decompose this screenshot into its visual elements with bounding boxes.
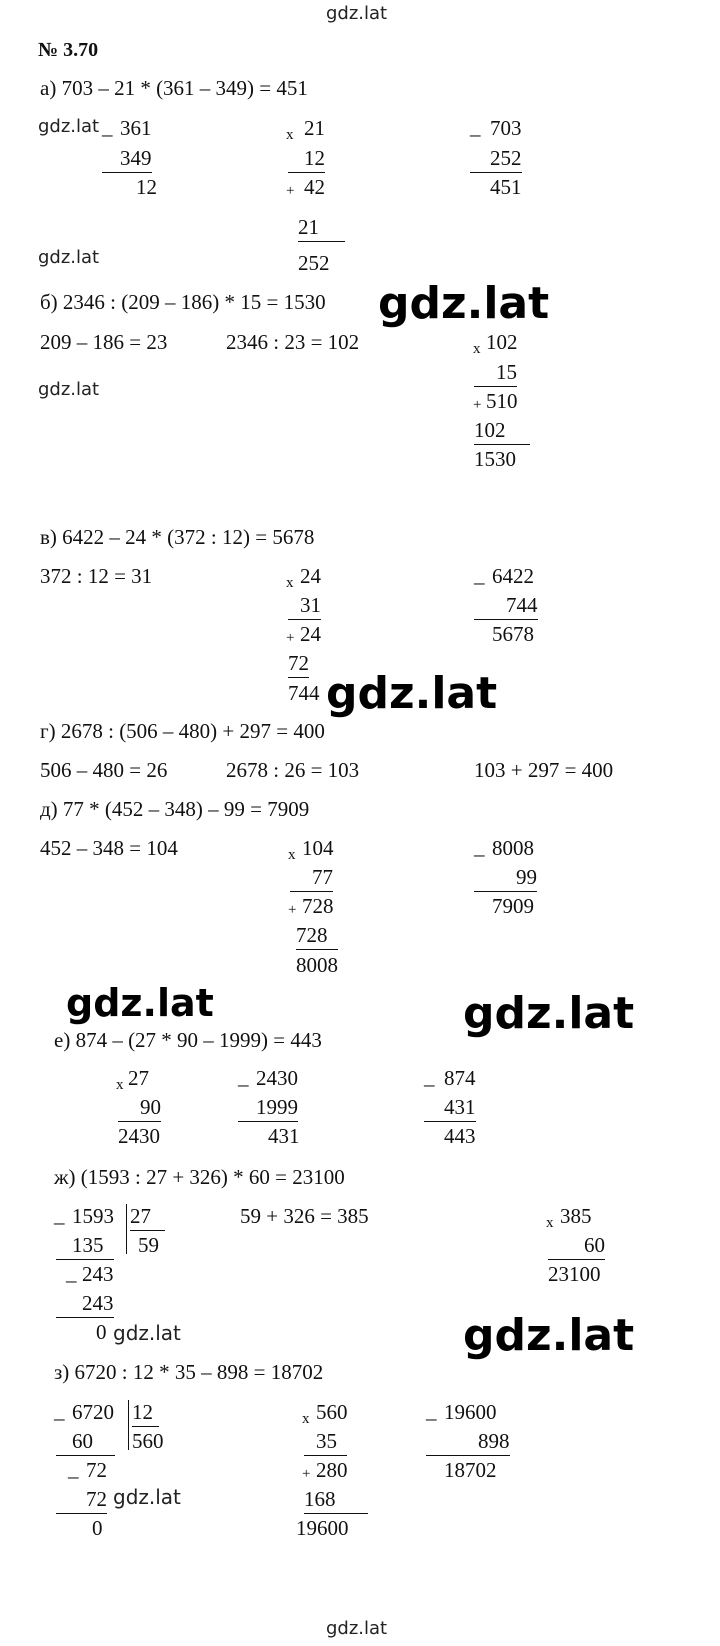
subtraction-result: 451 [490, 175, 522, 199]
minus-sign: _ [54, 1399, 65, 1423]
multiply-sign: x [288, 847, 296, 863]
part-d-header: д) 77 * (452 – 348) – 99 = 7909 [40, 797, 310, 821]
plus-sign: + [302, 1466, 311, 1482]
plus-sign: + [473, 397, 482, 413]
partial-product: 24 [300, 622, 321, 646]
division-remainder: 0 [96, 1320, 107, 1344]
minus-sign: _ [474, 835, 485, 859]
division-subtrahend: 72 [56, 1489, 107, 1514]
multiplication-top: 102 [486, 330, 518, 354]
multiplication-result: 252 [298, 251, 330, 275]
multiply-sign: x [546, 1215, 554, 1231]
equation: 372 : 12 = 31 [40, 564, 153, 588]
multiplication-top: 385 [560, 1204, 592, 1228]
subtraction-top: 6422 [492, 564, 534, 588]
divisor: 27 [130, 1206, 165, 1231]
watermark-bottom: gdz.lat [326, 1618, 388, 1639]
minus-sign: _ [474, 563, 485, 587]
watermark-large: gdz.lat [326, 668, 498, 719]
watermark: gdz.lat [113, 1321, 181, 1345]
minus-sign: _ [238, 1065, 249, 1089]
part-z-header: з) 6720 : 12 * 35 – 898 = 18702 [54, 1360, 324, 1384]
watermark: gdz.lat [38, 247, 100, 268]
multiplication-result: 744 [288, 681, 320, 705]
multiplication-top: 24 [300, 564, 321, 588]
minus-sign: _ [66, 1261, 77, 1285]
partial-product: 728 [296, 925, 338, 950]
division-subtrahend: 135 [56, 1235, 114, 1260]
multiplication-top: 560 [316, 1400, 348, 1424]
multiplication-result: 23100 [548, 1262, 601, 1286]
subtraction-result: 431 [268, 1124, 300, 1148]
partial-product: 168 [304, 1489, 368, 1514]
multiplication-top: 27 [128, 1066, 149, 1090]
minus-sign: _ [424, 1065, 435, 1089]
equation: 452 – 348 = 104 [40, 836, 178, 860]
equation: 2678 : 26 = 103 [226, 758, 360, 782]
subtraction-result: 5678 [492, 622, 534, 646]
multiplication-bottom: 60 [548, 1235, 605, 1260]
subtraction-bottom: 252 [470, 148, 522, 173]
part-e-header: е) 874 – (27 * 90 – 1999) = 443 [54, 1028, 322, 1052]
subtraction-result: 7909 [492, 894, 534, 918]
multiplication-result: 19600 [296, 1516, 349, 1540]
equation: 59 + 326 = 385 [240, 1204, 369, 1228]
subtraction-top: 19600 [444, 1400, 497, 1424]
multiplication-bottom: 12 [288, 148, 325, 173]
dividend: 1593 [72, 1204, 114, 1228]
partial-product: 510 [486, 389, 518, 413]
multiplication-bottom: 31 [288, 595, 321, 620]
subtraction-bottom: 349 [102, 148, 152, 173]
subtraction-bottom: 744 [474, 595, 538, 620]
part-a-header: а) 703 – 21 * (361 – 349) = 451 [40, 76, 308, 100]
divisor: 12 [132, 1402, 159, 1427]
watermark-large: gdz.lat [66, 981, 214, 1025]
multiplication-bottom: 15 [474, 362, 517, 387]
equation: 2346 : 23 = 102 [226, 330, 360, 354]
minus-sign: _ [54, 1203, 65, 1227]
multiplication-bottom: 90 [118, 1097, 161, 1122]
multiplication-bottom: 77 [290, 867, 333, 892]
plus-sign: + [286, 183, 295, 199]
partial-product: 280 [316, 1458, 348, 1482]
dividend: 6720 [72, 1400, 114, 1424]
multiplication-result: 1530 [474, 447, 516, 471]
equation: 506 – 480 = 26 [40, 758, 168, 782]
plus-sign: + [286, 630, 295, 646]
subtraction-result: 443 [444, 1124, 476, 1148]
watermark-large: gdz.lat [463, 1310, 635, 1361]
subtraction-result: 18702 [444, 1458, 497, 1482]
subtraction-top: 874 [444, 1066, 476, 1090]
subtraction-top: 361 [120, 116, 152, 140]
problem-number: № 3.70 [38, 39, 99, 61]
minus-sign: _ [470, 115, 481, 139]
division-remainder: 0 [92, 1516, 103, 1540]
part-zh-header: ж) (1593 : 27 + 326) * 60 = 23100 [54, 1165, 345, 1189]
subtraction-result: 12 [136, 175, 157, 199]
minus-sign: _ [68, 1457, 79, 1481]
plus-sign: + [288, 902, 297, 918]
division-subtrahend: 60 [56, 1431, 115, 1456]
watermark: gdz.lat [113, 1485, 181, 1509]
subtraction-top: 8008 [492, 836, 534, 860]
subtraction-top: 703 [490, 116, 522, 140]
subtraction-top: 2430 [256, 1066, 298, 1090]
watermark-large: gdz.lat [378, 278, 550, 329]
partial-product: 21 [298, 217, 345, 242]
minus-sign: _ [426, 1399, 437, 1423]
multiplication-result: 2430 [118, 1124, 160, 1148]
watermark-large: gdz.lat [463, 988, 635, 1039]
multiply-sign: x [286, 575, 294, 591]
multiplication-top: 21 [304, 116, 325, 140]
equation: 209 – 186 = 23 [40, 330, 168, 354]
multiplication-top: 104 [302, 836, 334, 860]
multiply-sign: x [116, 1077, 124, 1093]
division-bracket [126, 1204, 127, 1254]
multiply-sign: x [302, 1411, 310, 1427]
subtraction-bottom: 431 [424, 1097, 476, 1122]
quotient: 560 [132, 1429, 164, 1453]
partial-product: 102 [474, 420, 530, 445]
partial-product: 728 [302, 894, 334, 918]
multiply-sign: x [473, 341, 481, 357]
minus-sign: _ [102, 115, 113, 139]
watermark: gdz.lat [38, 379, 100, 400]
partial-product: 42 [304, 175, 325, 199]
part-b-header: б) 2346 : (209 – 186) * 15 = 1530 [40, 290, 326, 314]
equation: 103 + 297 = 400 [474, 758, 614, 782]
division-bracket [128, 1400, 129, 1450]
part-v-header: в) 6422 – 24 * (372 : 12) = 5678 [40, 525, 315, 549]
subtraction-bottom: 898 [426, 1431, 510, 1456]
multiply-sign: x [286, 127, 294, 143]
watermark-top: gdz.lat [326, 3, 388, 24]
subtraction-bottom: 1999 [238, 1097, 298, 1122]
multiplication-result: 8008 [296, 953, 338, 977]
multiplication-bottom: 35 [304, 1431, 347, 1456]
division-subtrahend: 243 [56, 1293, 114, 1318]
subtraction-bottom: 99 [474, 867, 537, 892]
division-remainder-step: 243 [82, 1262, 114, 1286]
division-remainder-step: 72 [86, 1458, 107, 1482]
quotient: 59 [138, 1233, 159, 1257]
part-g-header: г) 2678 : (506 – 480) + 297 = 400 [40, 719, 325, 743]
partial-product: 72 [288, 653, 309, 678]
watermark: gdz.lat [38, 116, 100, 137]
